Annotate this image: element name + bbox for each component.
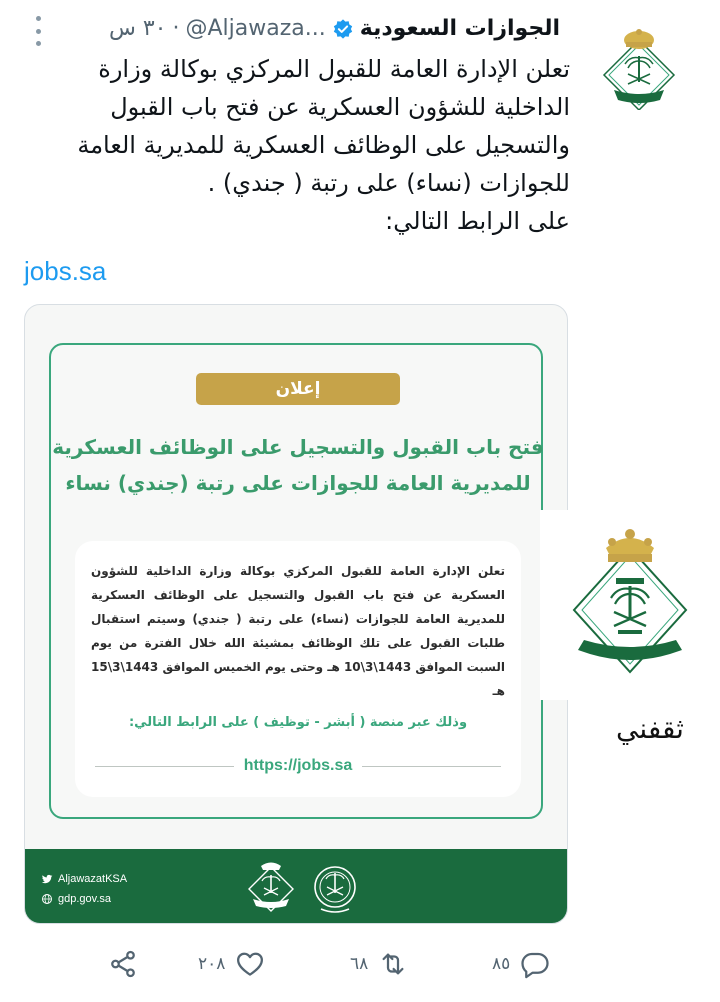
reply-icon[interactable] <box>520 949 550 979</box>
announcement-badge: إعلان <box>196 373 400 405</box>
card-footer-bar <box>25 849 568 924</box>
tweet-text <box>22 50 570 240</box>
announcement-headline <box>51 429 545 501</box>
announcement-body-box <box>75 541 521 797</box>
retweet-count: ٦٨ <box>350 954 369 974</box>
more-vertical-icon[interactable] <box>30 16 46 46</box>
tweet-timestamp[interactable]: ٣٠ س <box>108 16 167 41</box>
divider <box>95 766 234 767</box>
header-separator: · <box>172 16 180 41</box>
tweet-text-line: على الرابط التالي: <box>385 207 570 235</box>
author-name[interactable]: الجوازات السعودية <box>359 16 560 41</box>
share-action[interactable] <box>108 944 138 984</box>
heart-icon[interactable] <box>235 949 265 979</box>
footer-social-links <box>41 869 127 909</box>
watermark-caption: ثقفني <box>616 712 684 745</box>
tweet-actions <box>0 944 720 984</box>
announcement-url: https://jobs.sa <box>243 757 353 774</box>
headline-line: للمديرية العامة للجوازات على رتبة (جندي) نساء <box>65 471 531 495</box>
author-avatar[interactable] <box>600 26 678 110</box>
announcement-frame <box>49 343 543 819</box>
passports-emblem-icon <box>245 857 297 917</box>
retweet-action[interactable] <box>350 944 408 984</box>
footer-twitter-handle: AljawazatKSA <box>58 873 128 885</box>
tweet-text-line: تعلن الإدارة العامة للقبول المركزي بوكالة وزارة <box>98 55 570 83</box>
reply-action[interactable] <box>492 944 550 984</box>
footer-website: gdp.gov.sa <box>58 893 112 905</box>
passports-emblem-icon <box>600 26 678 110</box>
announcement-body-text: تعلن الإدارة العامة للقبول المركزي بوكالة وزارة الداخلية للشؤون العسكرية عن فتح باب القبول والتسجيل على الوظائف العسكرية للمديرية العامة للجوازات (نساء) على رتبة ( جندي) وسيتم استقبال طلبات القبول على تلك الوظائف بمشيئة الله خلال الفترة من يوم السبت الموافق 1443\3\10 هـ وحتى يوم الخميس الموافق 1443\3\15 هـ <box>91 564 505 698</box>
twitter-bird-icon <box>41 873 53 885</box>
passports-emblem-icon <box>566 526 694 688</box>
retweet-icon[interactable] <box>378 949 408 979</box>
like-count: ٢٠٨ <box>198 954 226 974</box>
tweet-media-card[interactable] <box>24 304 568 924</box>
tweet-text-line: الداخلية للشؤون العسكرية عن فتح باب القبول <box>110 93 570 121</box>
verified-badge-icon <box>332 18 354 40</box>
like-action[interactable] <box>198 944 265 984</box>
tweet-text-line: للجوازات (نساء) على رتبة ( جندي) . <box>207 169 570 197</box>
announcement-url-row <box>95 755 501 777</box>
divider <box>362 766 501 767</box>
author-handle[interactable]: @Aljawaza... <box>185 16 326 41</box>
ministry-interior-emblem-icon <box>309 857 361 917</box>
tweet-text-line: والتسجيل على الوظائف العسكرية للمديرية العامة <box>77 131 570 159</box>
reply-count: ٨٥ <box>492 954 511 974</box>
globe-icon <box>41 893 53 905</box>
headline-line: فتح باب القبول والتسجيل على الوظائف العسكرية <box>52 435 544 459</box>
tweet-link[interactable]: jobs.sa <box>24 256 107 286</box>
share-icon[interactable] <box>108 949 138 979</box>
tweet-header <box>40 16 560 41</box>
announcement-via-text: وذلك عبر منصة ( أبشر - توظيف ) على الرابط التالي: <box>128 715 468 730</box>
